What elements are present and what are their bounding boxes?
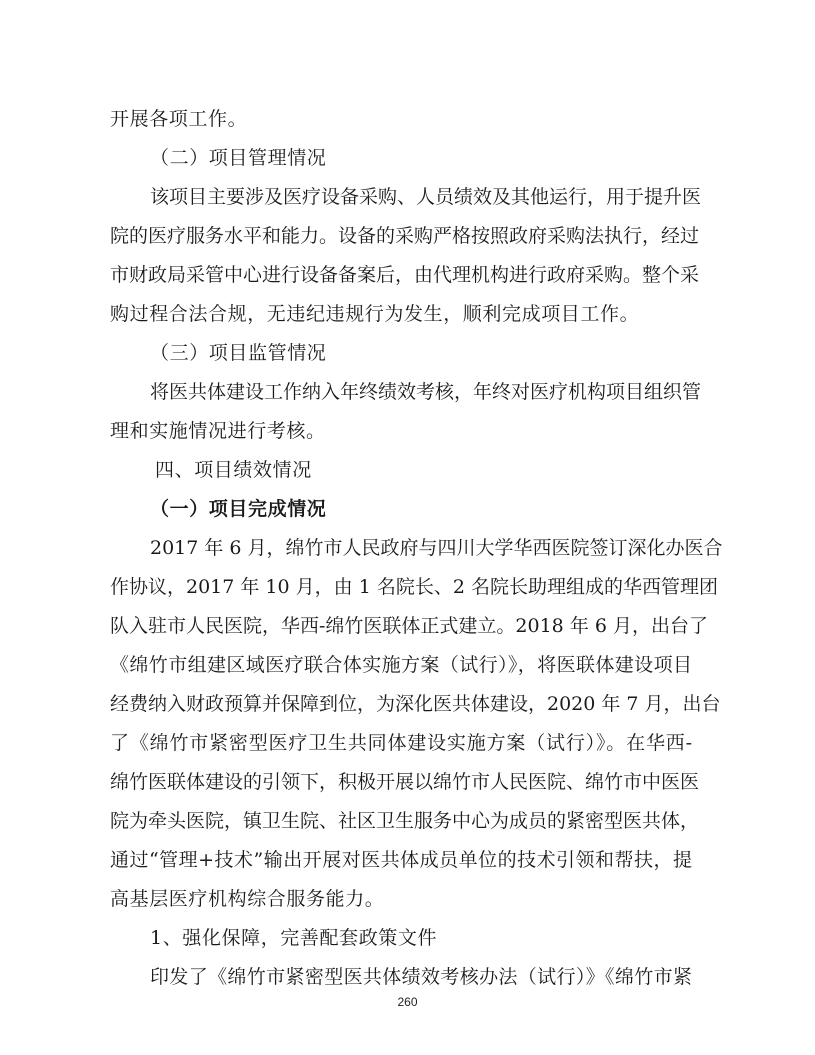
body-text-line: 市财政局采管中心进行设备备案后，由代理机构进行政府采购。整个采 bbox=[110, 264, 700, 286]
body-text-line: 2017 年 6 月，绵竹市人民政府与四川大学华西医院签订深化办医合 bbox=[150, 537, 723, 559]
body-text-line: 《绵竹市组建区域医疗联合体实施方案（试行）》，将医联体建设项目 bbox=[110, 654, 692, 676]
subsection-heading: 1、强化保障，完善配套政策文件 bbox=[150, 927, 438, 949]
body-text-line: 理和实施情况进行考核。 bbox=[110, 420, 326, 442]
body-text-line: 院的医疗服务水平和能力。设备的采购严格按照政府采购法执行，经过 bbox=[110, 225, 700, 247]
body-text-line: 了《绵竹市紧密型医疗卫生共同体建设实施方案（试行）》。在华西- bbox=[110, 732, 692, 754]
chapter-heading: 四、项目绩效情况 bbox=[155, 459, 312, 481]
body-text-line: 队入驻市人民医院，华西-绵竹医联体正式建立。2018 年 6 月，出台了 bbox=[110, 615, 708, 637]
body-text-line: 经费纳入财政预算并保障到位，为深化医共体建设，2020 年 7 月，出台 bbox=[110, 693, 721, 715]
body-text-line: 开展各项工作。 bbox=[110, 108, 248, 130]
section-heading: （二）项目管理情况 bbox=[150, 147, 327, 169]
bold-section-heading: （一）项目完成情况 bbox=[150, 498, 327, 520]
body-text-line: 院为牵头医院，镇卫生院、社区卫生服务中心为成员的紧密型医共体， bbox=[110, 810, 700, 832]
body-text-line: 该项目主要涉及医疗设备采购、人员绩效及其他运行，用于提升医 bbox=[150, 186, 702, 208]
body-text-line: 印发了《绵竹市紧密型医共体绩效考核办法（试行）》《绵竹市紧 bbox=[150, 966, 692, 988]
body-text-line: 购过程合法合规，无违纪违规行为发生，顺利完成项目工作。 bbox=[110, 303, 640, 325]
section-heading: （三）项目监管情况 bbox=[150, 342, 327, 364]
body-text-line: 通过“管理+技术”输出开展对医共体成员单位的技术引领和帮扶，提 bbox=[110, 849, 692, 871]
body-text-line: 作协议，2017 年 10 月，由 1 名院长、2 名院长助理组成的华西管理团 bbox=[110, 576, 718, 598]
page-number: 260 bbox=[397, 995, 418, 1009]
body-text-line: 将医共体建设工作纳入年终绩效考核，年终对医疗机构项目组织管 bbox=[150, 381, 702, 403]
body-text-line: 绵竹医联体建设的引领下，积极开展以绵竹市人民医院、绵竹市中医医 bbox=[110, 771, 700, 793]
body-text-line: 高基层医疗机构综合服务能力。 bbox=[110, 888, 385, 910]
